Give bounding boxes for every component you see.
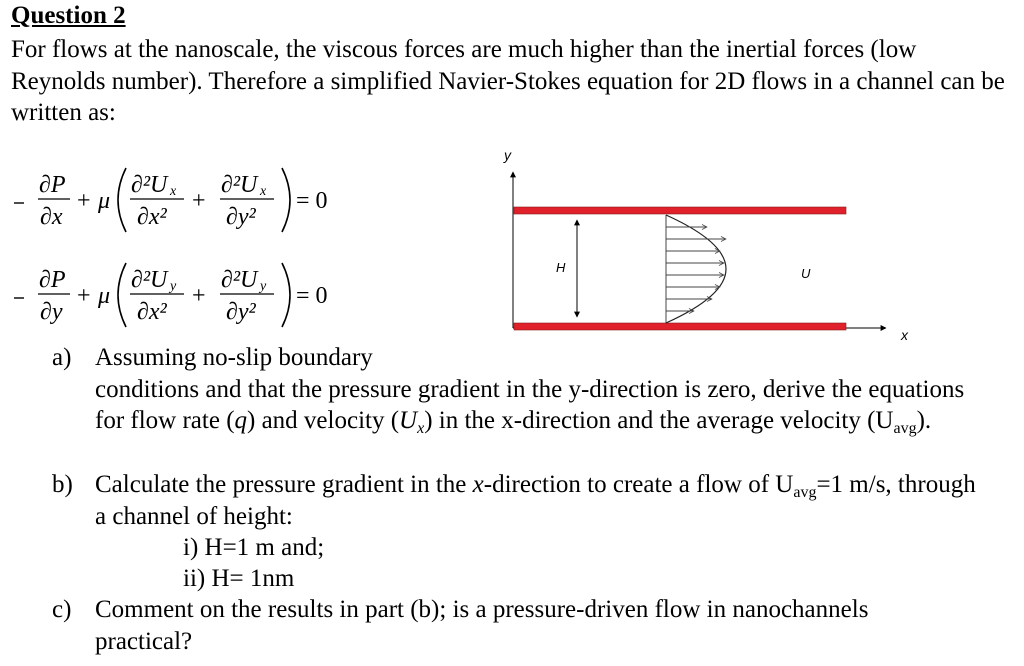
equation-2	[14, 263, 328, 327]
part-c-label: c)	[52, 596, 72, 623]
question-title: Question 2	[11, 2, 126, 29]
part-b-label: b)	[52, 471, 73, 498]
eq2-term2-numerator: ∂²U	[221, 267, 258, 293]
part-a-u-sub: x	[417, 420, 425, 437]
eq1-term2-subscript: x	[260, 184, 267, 199]
eq1-term2-denominator: ∂y²	[226, 204, 256, 230]
part-b-text-3: =1 m/s, through a channel of height:	[95, 471, 976, 530]
equations-svg	[0, 160, 380, 345]
eq1-term2-numerator: ∂²U	[221, 172, 258, 198]
question-intro: For flows at the nanoscale, the viscous forces are much higher than the inertial forces (low Reynolds number). Therefore a simplified Navier-Stokes equation for 2D flows in a channel can be written as:	[11, 36, 1005, 126]
eq2-term1-denominator: ∂x²	[137, 299, 167, 325]
part-a-text-5: ).	[916, 407, 932, 434]
eq1-term1-subscript: x	[170, 184, 177, 199]
eq1-mu: μ	[98, 188, 111, 214]
eq2-lhs-denominator: ∂y	[40, 299, 63, 325]
part-a-text	[95, 342, 985, 437]
part-a-q: q	[234, 407, 248, 434]
eq2-term2-subscript: y	[260, 279, 267, 294]
eq2-term1-numerator: ∂²U	[131, 267, 168, 293]
eq1-plus: +	[77, 188, 91, 214]
part-b-avg-sub: avg	[793, 484, 817, 501]
y-axis-label: y	[504, 147, 511, 163]
part-a-u: U	[399, 407, 418, 434]
part-b-x: x	[472, 471, 484, 498]
eq1-lhs-numerator: ∂P	[39, 172, 66, 198]
eq2-mu: μ	[98, 283, 111, 309]
part-b-text-2: -direction to create a flow of U	[483, 471, 794, 498]
x-axis-label: x	[901, 327, 908, 343]
eq1-lhs-denominator: ∂x	[40, 204, 63, 230]
velocity-profile	[666, 215, 726, 323]
bottom-wall	[514, 323, 846, 330]
height-label: H	[556, 260, 566, 275]
equation-1	[14, 168, 328, 232]
navier-stokes-equations	[0, 160, 380, 350]
part-a-text-4: ) in the x-direction and the average velocity (U	[424, 407, 894, 434]
part-a-text-1: Assuming no-slip boundary	[95, 344, 373, 371]
eq2-rhs: = 0	[296, 283, 328, 309]
part-a-avg-sub: avg	[893, 420, 917, 437]
eq2-lhs-numerator: ∂P	[39, 267, 66, 293]
part-b-text	[95, 469, 985, 532]
part-b-sub-i: i) H=1 m and;	[183, 534, 325, 561]
velocity-label: U	[801, 266, 811, 281]
part-a-text-2: conditions and that the pressure gradient in the y-direction is zero, derive the equations for flow rate (	[95, 375, 965, 434]
eq1-term1-denominator: ∂x²	[137, 204, 167, 230]
eq1-term1-numerator: ∂²U	[131, 172, 168, 198]
part-a-text-3: ) and velocity (	[247, 407, 400, 434]
eq1-rhs: = 0	[296, 188, 328, 214]
top-wall	[514, 207, 846, 214]
part-a-label: a)	[52, 344, 72, 371]
part-b-text-1: Calculate the pressure gradient in the	[95, 471, 473, 498]
part-c-text: Comment on the results in part (b); is a pressure-driven flow in nanochannels practical?	[95, 596, 869, 655]
channel-flow-diagram	[490, 140, 930, 360]
eq2-plus-2: +	[192, 283, 206, 309]
eq2-plus: +	[77, 283, 91, 309]
eq1-plus-2: +	[192, 188, 206, 214]
eq2-term2-denominator: ∂y²	[226, 299, 256, 325]
eq2-term1-subscript: y	[170, 279, 177, 294]
part-b-sub-ii: ii) H= 1nm	[183, 565, 295, 592]
diagram-svg	[490, 140, 930, 355]
